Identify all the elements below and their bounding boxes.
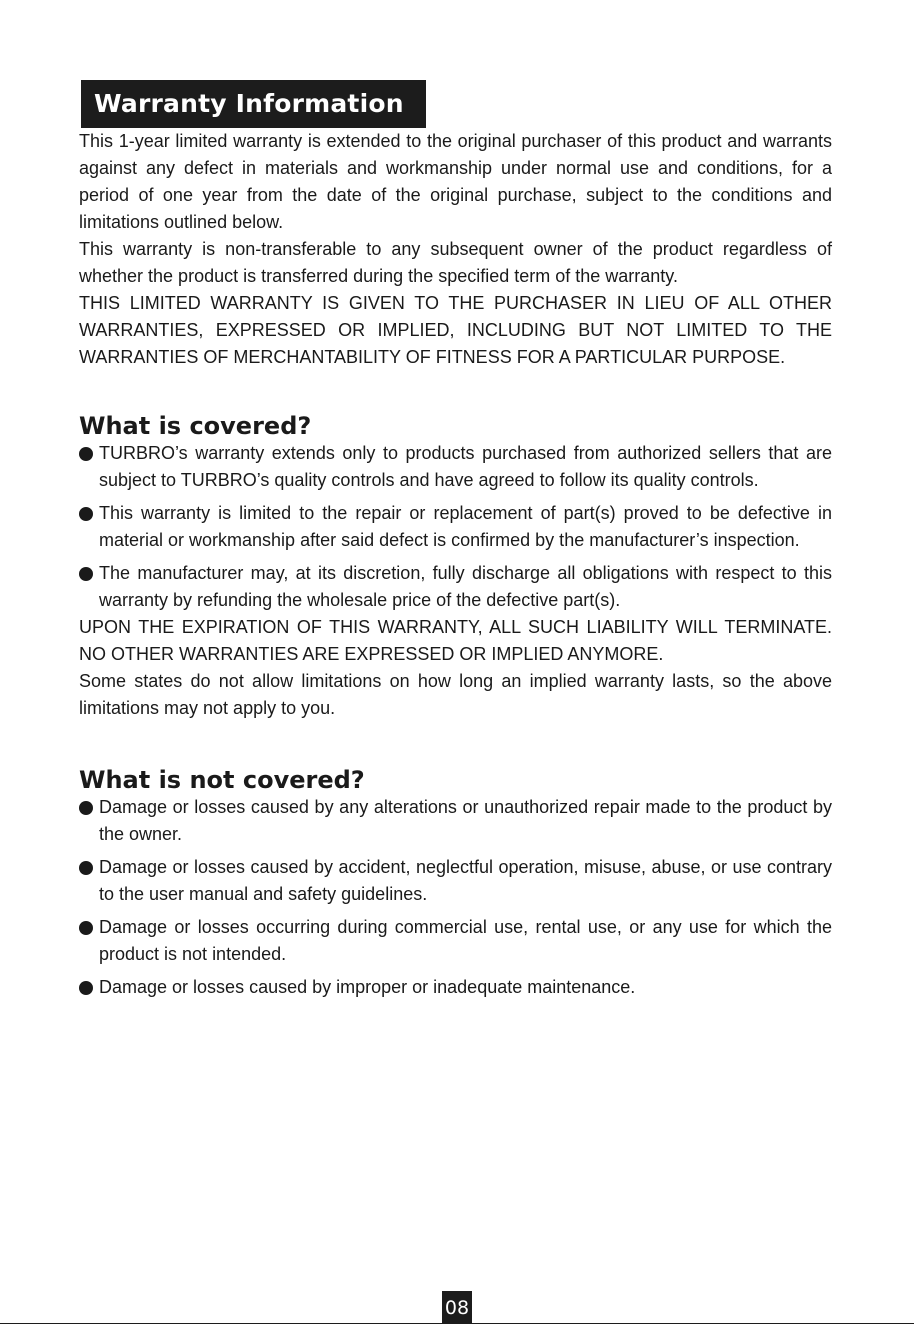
page-title: Warranty Information [81,80,426,128]
list-item: Damage or losses caused by any alterations or unauthorized repair made to the product by the owner. [79,794,832,848]
bullet-icon [79,801,93,815]
intro-paragraph-1: This 1-year limited warranty is extended to the original purchaser of this product and warrants against any defect in materials and workmanship under normal use and conditions, for a period of one year from the date of the original purchase, subject to the conditions and limitations outlined below. [79,131,832,232]
expiration-paragraph: UPON THE EXPIRATION OF THIS WARRANTY, ALL SUCH LIABILITY WILL TERMINATE. NO OTHER WARRANTIES ARE EXPRESSED OR IMPLIED ANYMORE. [79,617,832,664]
document-page [79,80,832,1001]
bullet-icon [79,447,93,461]
not-covered-heading: What is not covered? [79,766,365,794]
list-item: Damage or losses occurring during commercial use, rental use, or any use for which the product is not intended. [79,914,832,968]
intro-paragraph-3: THIS LIMITED WARRANTY IS GIVEN TO THE PURCHASER IN LIEU OF ALL OTHER WARRANTIES, EXPRESSED OR IMPLIED, INCLUDING BUT NOT LIMITED TO THE WARRANTIES OF MERCHANTABILITY OF FITNESS FOR A PARTICULAR PURPOSE. [79,293,832,367]
state-limitations-paragraph: Some states do not allow limitations on how long an implied warranty lasts, so the above limitations may not apply to you. [79,671,832,718]
covered-heading: What is covered? [79,412,312,440]
bullet-icon [79,507,93,521]
list-item: Damage or losses caused by improper or inadequate maintenance. [79,974,832,1001]
bullet-icon [79,981,93,995]
page-number: 08 [442,1291,472,1324]
bullet-icon [79,921,93,935]
bullet-icon [79,861,93,875]
list-item: Damage or losses caused by accident, neglectful operation, misuse, abuse, or use contrary to the user manual and safety guidelines. [79,854,832,908]
not-covered-list [79,794,832,1001]
covered-list [79,440,832,614]
bullet-icon [79,567,93,581]
list-item: This warranty is limited to the repair or replacement of part(s) proved to be defective in material or workmanship after said defect is confirmed by the manufacturer’s inspection. [79,500,832,554]
intro-paragraph-2: This warranty is non-transferable to any subsequent owner of the product regardless of whether the product is transferred during the specified term of the warranty. [79,239,832,286]
list-item: The manufacturer may, at its discretion, fully discharge all obligations with respect to this warranty by refunding the wholesale price of the defective part(s). [79,560,832,614]
list-item: TURBRO’s warranty extends only to products purchased from authorized sellers that are subject to TURBRO’s quality controls and have agreed to follow its quality controls. [79,440,832,494]
